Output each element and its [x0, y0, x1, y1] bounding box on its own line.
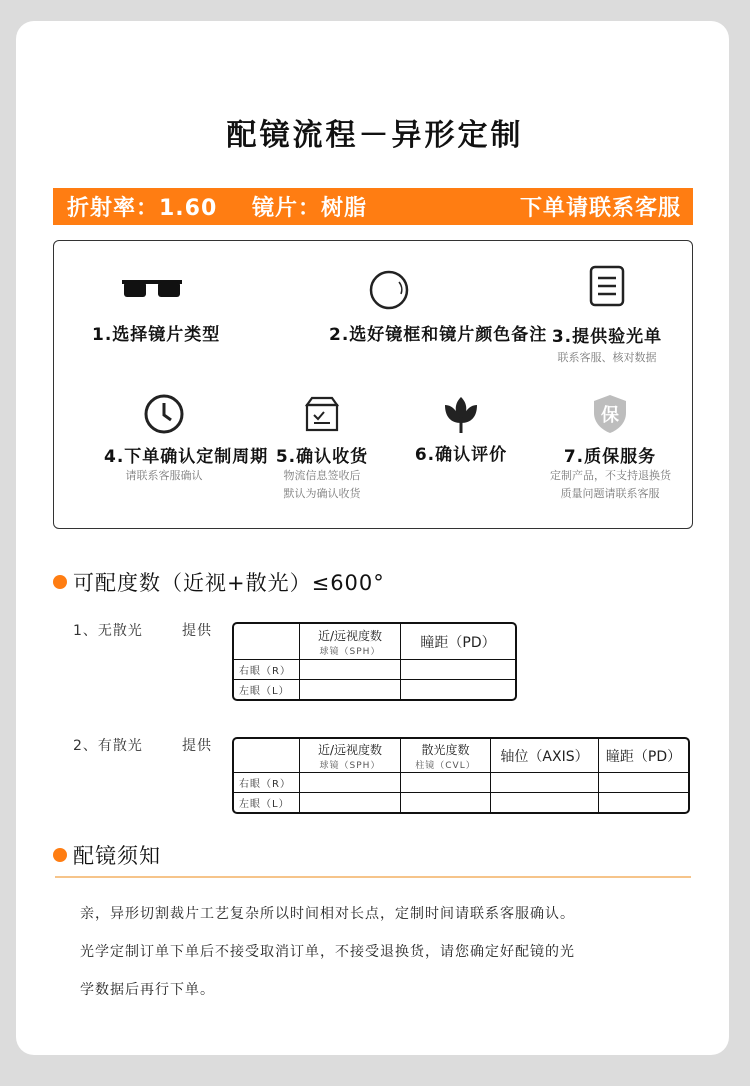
- prescription-table-no-astigmatism: [232, 622, 517, 701]
- right-eye-sph-input[interactable]: [300, 660, 401, 680]
- svg-text:保: 保: [601, 405, 619, 426]
- case2-provide: 提供: [182, 738, 212, 754]
- left-eye-label: 左眼（L）: [234, 680, 300, 699]
- case1-provide: 提供: [182, 623, 212, 639]
- right-eye-axis-input[interactable]: [491, 773, 599, 793]
- right-eye-cyl-input[interactable]: [401, 773, 491, 793]
- step-label: 3.提供验光单: [551, 327, 663, 347]
- sph-header-cell: 近/远视度数 球镜（SPH）: [300, 739, 401, 773]
- banner-specs: [67, 191, 393, 222]
- prescription-title-text: 可配度数（近视+散光）≤600°: [73, 571, 385, 595]
- notice-text: [80, 895, 700, 1009]
- section-bullet: [53, 848, 67, 862]
- shield-icon: [592, 393, 628, 435]
- axis-header-cell: 轴位（AXIS）: [491, 739, 599, 773]
- step-label: 5.确认收货: [275, 447, 369, 467]
- left-eye-sph-input[interactable]: [300, 680, 401, 699]
- left-eye-pd-input[interactable]: [599, 793, 688, 812]
- notice-line: 学数据后再行下单。: [80, 982, 215, 998]
- step-subtext: 请联系客服确认: [125, 469, 203, 482]
- step-label: 4.下单确认定制周期: [104, 447, 269, 467]
- left-eye-sph-input[interactable]: [300, 793, 401, 812]
- sunglasses-icon: [120, 277, 184, 301]
- process-steps-box: [53, 240, 693, 529]
- notice-line: 光学定制订单下单后不接受取消订单，不接受退换货，请您确定好配镜的光: [80, 944, 575, 960]
- prescription-table-astigmatism: [232, 737, 690, 814]
- lens-spec-banner: [53, 188, 693, 225]
- step-subtext: 联系客服、核对数据: [557, 351, 657, 364]
- step-label: 2.选好镜框和镜片颜色备注: [329, 325, 548, 345]
- left-eye-axis-input[interactable]: [491, 793, 599, 812]
- lens-material-text: 镜片：树脂: [251, 196, 367, 221]
- notice-title-text: 配镜须知: [73, 844, 161, 868]
- lotus-icon: [441, 393, 481, 435]
- document-icon: [589, 265, 625, 307]
- right-eye-label: 右眼（R）: [234, 773, 300, 793]
- right-eye-pd-input[interactable]: [401, 660, 515, 680]
- section-bullet: [53, 575, 67, 589]
- step-subtext: 质量问题请联系客服: [560, 487, 660, 500]
- case2-label: 2、有散光: [73, 738, 143, 754]
- step-label: 6.确认评价: [414, 445, 508, 465]
- empty-header-cell: [234, 624, 300, 660]
- section-divider: [55, 876, 691, 878]
- clock-icon: [143, 393, 185, 435]
- left-eye-cyl-input[interactable]: [401, 793, 491, 812]
- step-label: 1.选择镜片类型: [92, 325, 221, 345]
- package-icon: [304, 395, 340, 433]
- left-eye-pd-input[interactable]: [401, 680, 515, 699]
- pd-header-cell: 瞳距（PD）: [401, 624, 515, 660]
- contact-service-text: 下单请联系客服: [519, 196, 681, 221]
- right-eye-pd-input[interactable]: [599, 773, 688, 793]
- case1-label: 1、无散光: [73, 623, 143, 639]
- step-subtext: 定制产品，不支持退换货: [550, 469, 671, 482]
- step-subtext: 默认为确认收货: [283, 487, 361, 500]
- refractive-index-text: 折射率：1.60: [67, 196, 218, 221]
- step-subtext: 物流信息签收后: [283, 469, 361, 482]
- right-eye-label: 右眼（R）: [234, 660, 300, 680]
- pd-header-cell: 瞳距（PD）: [599, 739, 688, 773]
- left-eye-label: 左眼（L）: [234, 793, 300, 812]
- empty-header-cell: [234, 739, 300, 773]
- notice-section-title: [53, 840, 161, 870]
- page-title: 配镜流程－异形定制: [226, 118, 524, 153]
- right-eye-sph-input[interactable]: [300, 773, 401, 793]
- step-label: 7.质保服务: [563, 447, 657, 467]
- prescription-section-title: [53, 567, 385, 597]
- lens-circle-icon: [368, 269, 410, 311]
- notice-line: 亲，异形切割裁片工艺复杂所以时间相对长点，定制时间请联系客服确认。: [80, 906, 575, 922]
- sph-header-cell: 近/远视度数 球镜（SPH）: [300, 624, 401, 660]
- cyl-header-cell: 散光度数 柱镜（CVL）: [401, 739, 491, 773]
